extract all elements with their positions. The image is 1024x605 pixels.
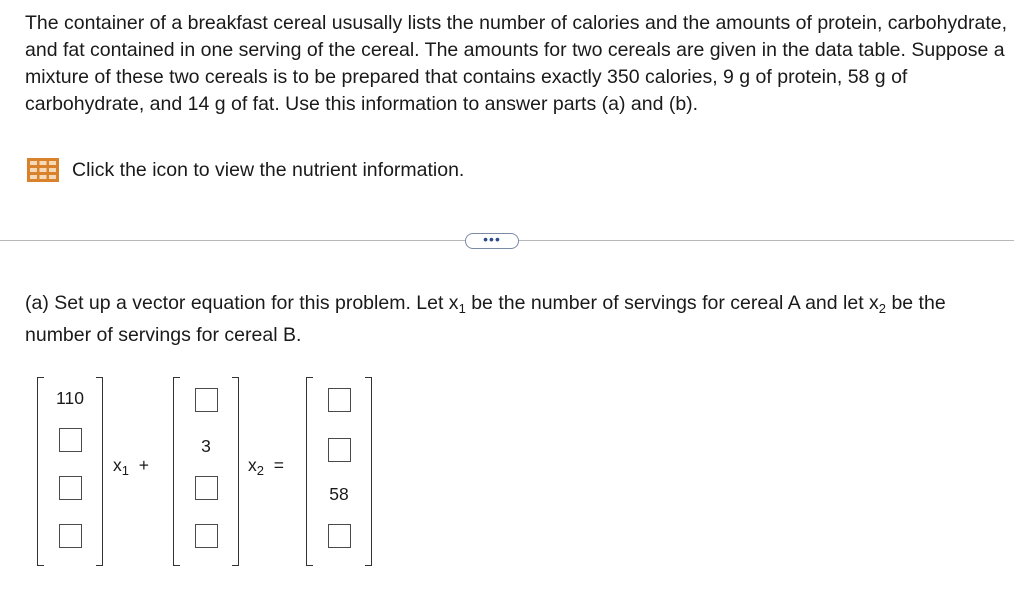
vector-c-row-1: [306, 380, 372, 420]
nutrient-info-link[interactable]: [27, 158, 464, 182]
vector-a-fat-input[interactable]: [59, 524, 82, 548]
part-a-text-2: be the number of servings for cereal A and let x: [465, 292, 879, 314]
vector-a-row-4: [37, 516, 103, 556]
table-icon[interactable]: [27, 158, 59, 182]
vector-b-calories-input[interactable]: [195, 388, 218, 412]
var-x2-sub: 2: [256, 463, 264, 478]
variable-x2-equals: [248, 455, 284, 476]
vector-cereal-b: [173, 377, 239, 566]
vector-a-carbohydrate-input[interactable]: [59, 476, 82, 500]
vector-cereal-a: [37, 377, 103, 566]
vector-b-carbohydrate-input[interactable]: [195, 476, 218, 500]
part-a-sub-2: 2: [878, 301, 887, 316]
vector-b-row-3: [173, 468, 239, 508]
part-a-prompt: [25, 287, 1015, 351]
var-x1-base: x: [113, 455, 122, 475]
vector-mixture-total: [306, 377, 372, 566]
vector-c-fat-input[interactable]: [328, 524, 351, 548]
vector-b-row-1: [173, 380, 239, 420]
vector-a-calories-value: 110: [56, 387, 84, 408]
part-a-text-1: (a) Set up a vector equation for this problem. Let x: [25, 292, 459, 314]
part-a-text-3: be the number of servings for cereal B.: [25, 292, 946, 346]
vector-c-row-3: [306, 474, 372, 514]
ellipsis-icon: •••: [483, 231, 501, 247]
variable-x1-plus: [113, 455, 149, 476]
vector-c-row-2: [306, 430, 372, 470]
vector-c-row-4: [306, 516, 372, 556]
nutrient-link-label[interactable]: Click the icon to view the nutrient information.: [72, 158, 465, 181]
vector-b-row-4: [173, 516, 239, 556]
plus-sign: +: [138, 455, 149, 475]
vector-a-protein-input[interactable]: [59, 428, 82, 452]
vector-b-protein-value: 3: [201, 435, 211, 456]
vector-a-row-2: [37, 420, 103, 460]
vector-c-protein-input[interactable]: [328, 438, 351, 462]
vector-b-fat-input[interactable]: [195, 524, 218, 548]
var-x1-sub: 1: [121, 463, 129, 478]
var-x2-base: x: [248, 455, 257, 475]
vector-c-carbohydrate-value: 58: [329, 483, 349, 504]
problem-statement: The container of a breakfast cereal ususally lists the number of calories and the amounts of protein, carbohydrate, and fat contained in one serving of the cereal. The amounts for two cereals are given in the data table. Suppose a mixture of these two cereals is to be prepared that contains exactly 350 calories, 9 g of protein, 58 g of carbohydrate, and 14 g of fat. Use this information to answer parts (a) and (b).: [25, 12, 1008, 115]
vector-a-row-3: [37, 468, 103, 508]
expand-more-button[interactable]: [465, 233, 519, 249]
vector-b-row-2: [173, 426, 239, 466]
vector-c-calories-input[interactable]: [328, 388, 351, 412]
part-a-sub-1: 1: [458, 301, 466, 316]
equals-sign: =: [273, 455, 284, 475]
vector-a-row-1: [37, 378, 103, 418]
